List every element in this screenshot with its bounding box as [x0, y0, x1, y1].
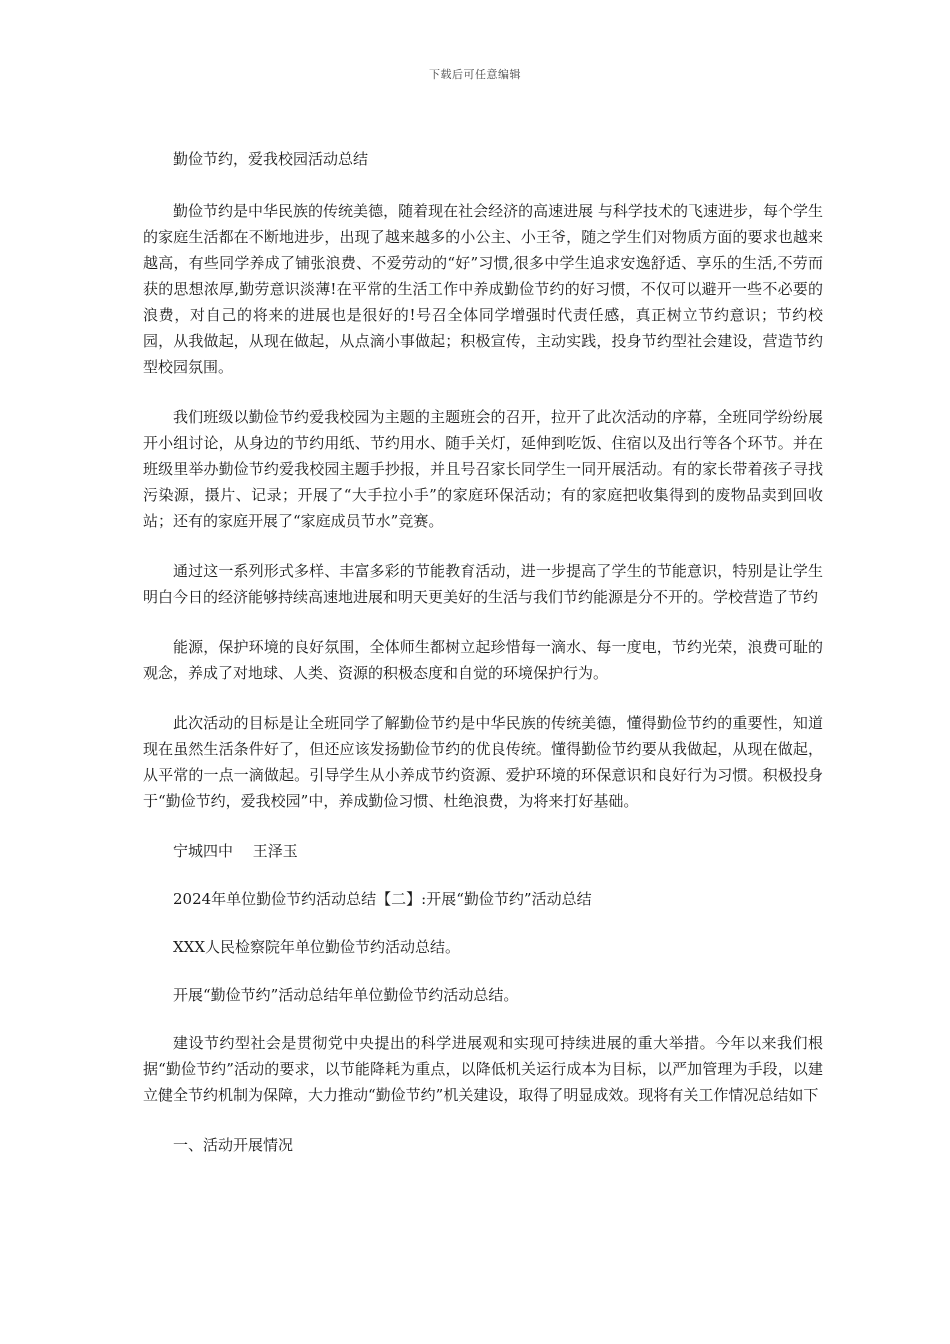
document-title: 勤俭节约，爱我校园活动总结	[173, 150, 369, 168]
second-title: 2024年单位勤俭节约活动总结【二】:开展“勤俭节约”活动总结	[173, 890, 592, 908]
paragraph-4: 能源，保护环境的良好氛围，全体师生都树立起珍惜每一滴水、每一度电，节约光荣，浪费可耻的观念，养成了对地球、人类、资源的积极态度和自觉的环境保护行为。	[143, 638, 823, 682]
section-heading: 一、活动开展情况	[173, 1136, 294, 1154]
paragraph-1: 勤俭节约是中华民族的传统美德，随着现在社会经济的高速进展 与科学技术的飞速进步，每个学生的家庭生活都在不断地进步，出现了越来越多的小公主、小王爷，随之学生们对物质方面的要求也越来越高，有些同学养成了铺张浪费、不爱劳动的“好”习惯,很多中学生追求安逸舒适、享乐的生活,不劳而获的思想浓厚,勤劳意识淡薄!在平常的生活工作中养成勤俭节约的好习惯，不仅可以避开一些不必要的浪费，对自己的将来的进展也是很好的!号召全体同学增强时代责任感，真正树立节约意识；节约校园，从我做起，从现在做起，从点滴小事做起；积极宣传，主动实践，投身节约型社会建设，营造节约型校园氛围。	[143, 202, 823, 376]
paragraph-5: 此次活动的目标是让全班同学了解勤俭节约是中华民族的传统美德，懂得勤俭节约的重要性，知道现在虽然生活条件好了，但还应该发扬勤俭节约的优良传统。懂得勤俭节约要从我做起，从现在做起，从平常的一点一滴做起。引导学生从小养成节约资源、爱护环境的环保意识和良好行为习惯。积极投身于“勤俭节约，爱我校园”中，养成勤俭习惯、杜绝浪费，为将来打好基础。	[143, 714, 823, 810]
header-note: 下载后可任意编辑	[429, 68, 521, 81]
paragraph-6: 建设节约型社会是贯彻党中央提出的科学进展观和实现可持续进展的重大举措。今年以来我们根据“勤俭节约”活动的要求，以节能降耗为重点，以降低机关运行成本为目标，以严加管理为手段，以建立健全节约机制为保障，大力推动“勤俭节约”机关建设，取得了明显成效。现将有关工作情况总结如下	[143, 1034, 823, 1104]
paragraph-2: 我们班级以勤俭节约爱我校园为主题的主题班会的召开，拉开了此次活动的序幕，全班同学纷纷展开小组讨论，从身边的节约用纸、节约用水、随手关灯，延伸到吃饭、住宿以及出行等各个环节。并在班级里举办勤俭节约爱我校园主题手抄报，并且号召家长同学生一同开展活动。有的家长带着孩子寻找污染源，摄片、记录；开展了“大手拉小手”的家庭环保活动；有的家庭把收集得到的废物品卖到回收站；还有的家庭开展了“家庭成员节水”竞赛。	[143, 408, 823, 530]
document-body	[143, 146, 823, 1182]
line-a: XXX人民检察院年单位勤俭节约活动总结。	[173, 938, 461, 956]
paragraph-3: 通过这一系列形式多样、丰富多彩的节能教育活动，进一步提高了学生的节能意识，特别是让学生明白今日的经济能够持续高速地进展和明天更美好的生活与我们节约能源是分不开的。学校营造了节约	[143, 562, 823, 606]
line-b: 开展“勤俭节约”活动总结年单位勤俭节约活动总结。	[173, 986, 519, 1004]
signature: 宁城四中 王泽玉	[173, 842, 298, 860]
